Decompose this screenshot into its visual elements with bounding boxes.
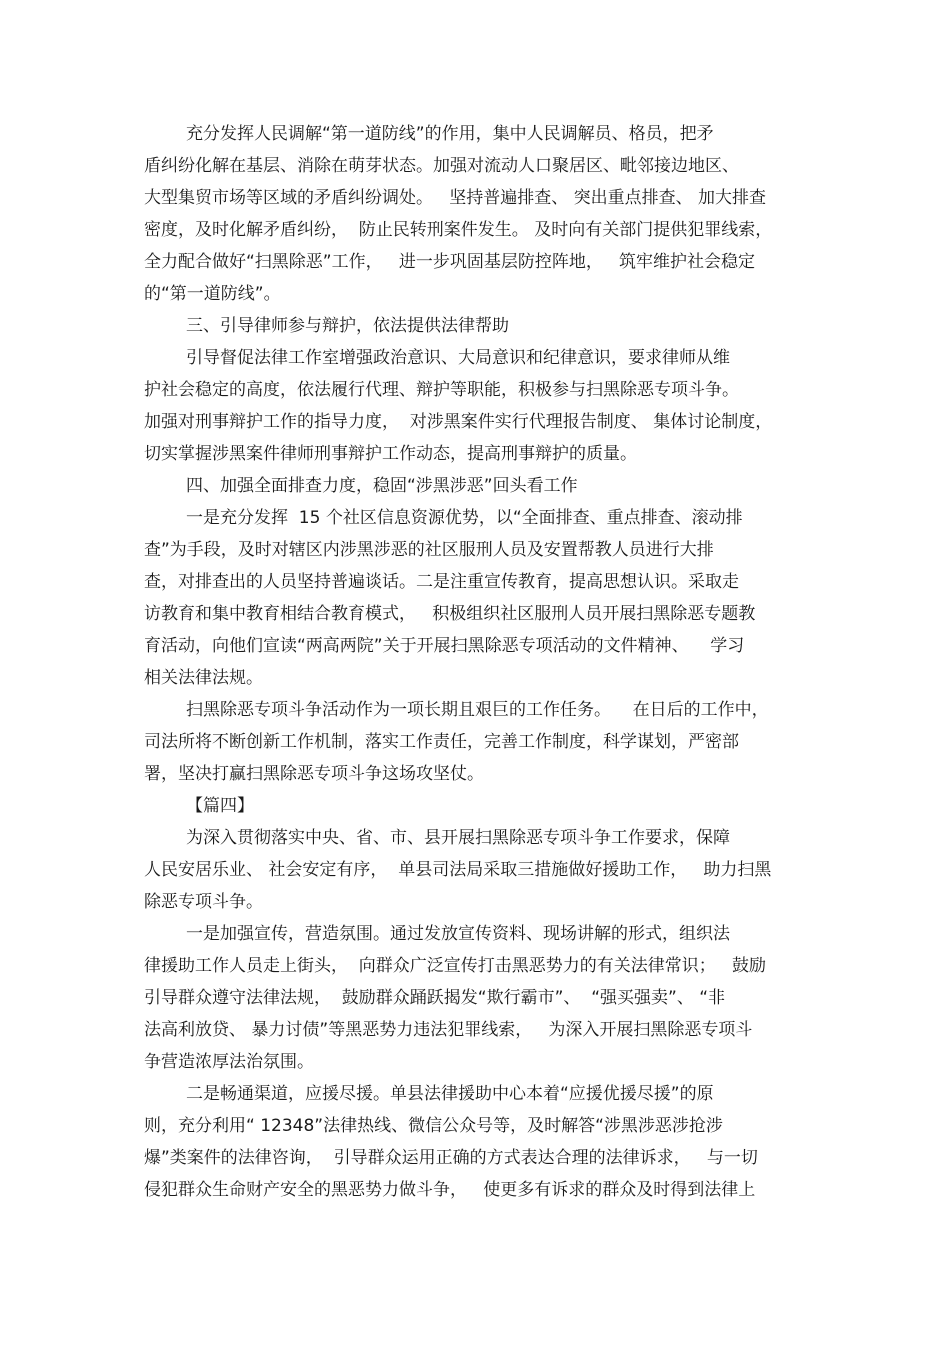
text-line: 育活动，向他们宣读“两高两院”关于开展扫黑除恶专项活动的文件精神、 学习 xyxy=(144,636,745,656)
text-line: 侵犯群众生命财产安全的黑恶势力做斗争， 使更多有诉求的群众及时得到法律上 xyxy=(144,1180,756,1200)
text-line: 则，充分利用“ 12348”法律热线、微信公众号等，及时解答“涉黑涉恶涉抢涉 xyxy=(144,1116,723,1136)
text-line: 司法所将不断创新工作机制，落实工作责任，完善工作制度，科学谋划，严密部 xyxy=(144,732,739,752)
text-line: 全力配合做好“扫黑除恶”工作， 进一步巩固基层防控阵地， 筑牢维护社会稳定 xyxy=(144,252,756,272)
text-line: 一是充分发挥 15 个社区信息资源优势，以“全面排查、重点排查、滚动排 xyxy=(186,508,743,528)
text-line: 充分发挥人民调解“第一道防线”的作用，集中人民调解员、格员，把矛 xyxy=(186,124,714,144)
text-line: 人民安居乐业、 社会安定有序， 单县司法局采取三措施做好援助工作， 助力扫黑 xyxy=(144,860,772,880)
text-line: 署，坚决打赢扫黑除恶专项斗争这场攻坚仗。 xyxy=(144,764,484,784)
text-line: 的“第一道防线”。 xyxy=(144,284,281,304)
text-line: 法高利放贷、 暴力讨债”等黑恶势力违法犯罪线索， 为深入开展扫黑除恶专项斗 xyxy=(144,1020,753,1040)
text-line: 切实掌握涉黑案件律师刑事辩护工作动态，提高刑事辩护的质量。 xyxy=(144,444,637,464)
text-line: 查”为手段，及时对辖区内涉黑涉恶的社区服刑人员及安置帮教人员进行大排 xyxy=(144,540,714,560)
text-line: 爆”类案件的法律咨询， 引导群众运用正确的方式表达合理的法律诉求， 与一切 xyxy=(144,1148,758,1168)
text-line: 四、加强全面排查力度，稳固“涉黑涉恶”回头看工作 xyxy=(186,476,578,496)
text-line: 访教育和集中教育相结合教育模式， 积极组织社区服刑人员开展扫黑除恶专题教 xyxy=(144,604,756,624)
text-line: 律援助工作人员走上街头， 向群众广泛宣传打击黑恶势力的有关法律常识； 鼓励 xyxy=(144,956,767,976)
text-line: 【篇四】 xyxy=(186,796,254,816)
text-line: 查，对排查出的人员坚持普遍谈话。二是注重宣传教育，提高思想认识。采取走 xyxy=(144,572,739,592)
text-line: 引导督促法律工作室增强政治意识、大局意识和纪律意识，要求律师从维 xyxy=(186,348,730,368)
text-line: 加强对刑事辩护工作的指导力度， 对涉黑案件实行代理报告制度、 集体讨论制度， xyxy=(144,412,773,432)
text-line: 护社会稳定的高度，依法履行代理、辩护等职能，积极参与扫黑除恶专项斗争。 xyxy=(144,380,739,400)
text-line: 争营造浓厚法治氛围。 xyxy=(144,1052,314,1072)
text-line: 密度，及时化解矛盾纠纷， 防止民转刑案件发生。 及时向有关部门提供犯罪线索， xyxy=(144,220,773,240)
text-line: 大型集贸市场等区域的矛盾纠纷调处。 坚持普遍排查、 突出重点排查、 加大排查 xyxy=(144,188,767,208)
text-line: 引导群众遵守法律法规， 鼓励群众踊跃揭发“欺行霸市”、 “强买强卖”、 “非 xyxy=(144,988,726,1008)
text-line: 扫黑除恶专项斗争活动作为一项长期且艰巨的工作任务。 在日后的工作中， xyxy=(186,700,769,720)
text-line: 为深入贯彻落实中央、省、市、县开展扫黑除恶专项斗争工作要求，保障 xyxy=(186,828,730,848)
text-line: 三、引导律师参与辩护，依法提供法律帮助 xyxy=(186,316,509,336)
text-line: 相关法律法规。 xyxy=(144,668,263,688)
text-line: 盾纠纷化解在基层、消除在萌芽状态。加强对流动人口聚居区、毗邻接边地区、 xyxy=(144,156,739,176)
text-line: 一是加强宣传，营造氛围。通过发放宣传资料、现场讲解的形式，组织法 xyxy=(186,924,730,944)
text-line: 除恶专项斗争。 xyxy=(144,892,263,912)
text-line: 二是畅通渠道，应援尽援。单县法律援助中心本着“应援优援尽援”的原 xyxy=(186,1084,714,1104)
